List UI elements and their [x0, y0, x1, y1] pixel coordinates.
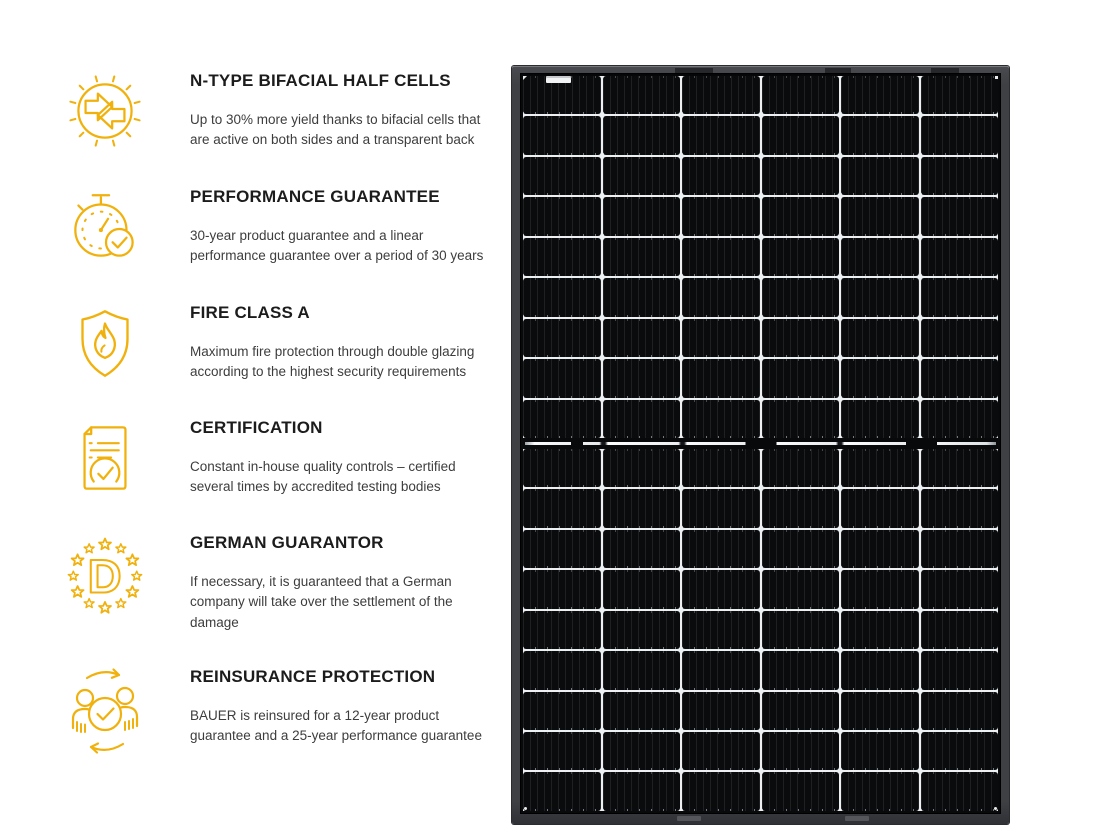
panel-half-cell — [841, 449, 919, 487]
panel-cell-row — [523, 732, 998, 770]
panel-half-cell — [682, 772, 760, 810]
panel-half-cell — [921, 400, 999, 438]
panel-half-cell — [762, 116, 840, 154]
panel-half-cell — [921, 319, 999, 357]
panel-half-cell — [603, 449, 681, 487]
panel-half-cell — [682, 449, 760, 487]
panel-half-cell — [921, 238, 999, 276]
feature-german-guarantor — [40, 532, 512, 634]
panel-cell-row — [523, 489, 998, 527]
panel-half-cell — [841, 400, 919, 438]
panel-half-cell — [921, 489, 999, 527]
panel-half-cell — [682, 197, 760, 235]
panel-cell-row — [523, 76, 998, 114]
panel-half-cell — [603, 76, 681, 114]
panel-half-cell — [841, 611, 919, 649]
panel-half-cell — [603, 651, 681, 689]
panel-half-cell — [603, 116, 681, 154]
panel-half-cell — [841, 116, 919, 154]
panel-half-cell — [682, 400, 760, 438]
panel-half-cell — [921, 157, 999, 195]
panel-half-cell — [523, 772, 601, 810]
panel-half-cell — [682, 76, 760, 114]
panel-cells — [523, 76, 998, 811]
panel-half-cell — [603, 530, 681, 568]
panel-half-cell — [682, 238, 760, 276]
panel-half-cell — [762, 278, 840, 316]
panel-half-cell — [921, 449, 999, 487]
panel-cell-row — [523, 611, 998, 649]
people-check-cycle-icon — [60, 662, 150, 758]
feature-title: GERMAN GUARANTOR — [190, 533, 384, 552]
panel-half-cell — [921, 651, 999, 689]
panel-cell-row — [523, 197, 998, 235]
feature-description: 30-year product guarantee and a linear performance guarantee over a period of 30 years — [190, 227, 484, 264]
panel-cell-row — [523, 772, 998, 810]
panel-half-cell — [523, 651, 601, 689]
panel-half-cell — [603, 489, 681, 527]
german-d-stars-icon — [60, 528, 150, 624]
panel-half-cell — [523, 319, 601, 357]
panel-half-cell — [523, 732, 601, 770]
panel-half-cell — [523, 157, 601, 195]
panel-cell-row — [523, 116, 998, 154]
panel-half-cell — [762, 157, 840, 195]
panel-half-cell — [603, 400, 681, 438]
panel-half-cell — [762, 319, 840, 357]
panel-half-cell — [682, 530, 760, 568]
panel-half-cell — [682, 692, 760, 730]
panel-half-cell — [682, 570, 760, 608]
panel-half-cell — [762, 359, 840, 397]
panel-half-cell — [921, 692, 999, 730]
panel-half-cell — [921, 732, 999, 770]
panel-half-cell — [523, 359, 601, 397]
panel-half-cell — [762, 692, 840, 730]
certificate-document-icon — [60, 413, 150, 509]
feature-description: Constant in-house quality controls – certified several times by accredited testing bodies — [190, 458, 456, 495]
panel-half-cell — [523, 611, 601, 649]
feature-certification — [40, 417, 512, 498]
panel-half-cell — [921, 359, 999, 397]
panel-half-cell — [841, 76, 919, 114]
panel-half-cell — [523, 570, 601, 608]
panel-half-cell — [523, 278, 601, 316]
panel-half-cell — [921, 197, 999, 235]
panel-cell-row — [523, 238, 998, 276]
feature-title: FIRE CLASS A — [190, 303, 310, 322]
panel-half-cell — [682, 319, 760, 357]
panel-cell-row — [523, 449, 998, 487]
panel-half-cell — [682, 116, 760, 154]
feature-title: PERFORMANCE GUARANTEE — [190, 187, 440, 206]
feature-bifacial — [40, 70, 512, 151]
panel-cell-row — [523, 692, 998, 730]
panel-half-cell — [682, 489, 760, 527]
panel-half-cell — [841, 732, 919, 770]
panel-half-cell — [762, 197, 840, 235]
corner-mark — [995, 76, 998, 79]
panel-half-cell — [762, 400, 840, 438]
panel-half-cell — [921, 611, 999, 649]
panel-half-cell — [762, 449, 840, 487]
feature-description: Maximum fire protection through double glazing according to the highest security requirements — [190, 343, 475, 380]
feature-fire-class — [40, 302, 512, 383]
panel-cell-row — [523, 157, 998, 195]
panel-cell-row — [523, 319, 998, 357]
panel-half-cell — [762, 732, 840, 770]
panel-cell-row — [523, 651, 998, 689]
panel-cell-row — [523, 359, 998, 397]
panel-half-cell — [523, 238, 601, 276]
panel-half-cell — [921, 116, 999, 154]
panel-half-cell — [841, 489, 919, 527]
fire-shield-icon — [60, 298, 150, 394]
panel-half-cell — [921, 278, 999, 316]
panel-half-cell — [603, 692, 681, 730]
panel-cell-row — [523, 570, 998, 608]
panel-half-cell — [523, 400, 601, 438]
panel-half-cell — [921, 76, 999, 114]
panel-half-cell — [603, 197, 681, 235]
panel-half-cell — [523, 116, 601, 154]
panel-half-cell — [841, 772, 919, 810]
stopwatch-check-icon — [60, 182, 150, 278]
panel-half-cell — [603, 238, 681, 276]
panel-half-cell — [682, 359, 760, 397]
feature-description: BAUER is reinsured for a 12-year product guarantee and a 25-year performance guarantee — [190, 707, 482, 744]
panel-half-cell — [603, 772, 681, 810]
feature-title: REINSURANCE PROTECTION — [190, 667, 436, 686]
panel-half-cell — [762, 611, 840, 649]
panel-half-cell — [841, 157, 919, 195]
panel-half-cell — [682, 611, 760, 649]
bifacial-sun-arrows-icon — [60, 66, 150, 162]
panel-half-cell — [841, 359, 919, 397]
feature-description: Up to 30% more yield thanks to bifacial cells that are active on both sides and a transparent back — [190, 111, 481, 148]
panel-half-cell — [603, 319, 681, 357]
panel-cell-row — [523, 530, 998, 568]
panel-half-cell — [603, 157, 681, 195]
panel-half-cell — [762, 651, 840, 689]
panel-half-cell — [603, 732, 681, 770]
panel-glass — [520, 73, 1001, 814]
panel-half-cell — [762, 772, 840, 810]
feature-title: CERTIFICATION — [190, 418, 323, 437]
panel-half-cell — [682, 278, 760, 316]
panel-half-cell — [523, 530, 601, 568]
panel-half-cell — [762, 530, 840, 568]
guarantor-d-letter: D — [87, 549, 122, 603]
panel-half-cell — [523, 449, 601, 487]
panel-half-cell — [603, 359, 681, 397]
panel-half-cell — [841, 570, 919, 608]
panel-half-cell — [841, 238, 919, 276]
panel-half-cell — [841, 651, 919, 689]
panel-half-cell — [762, 238, 840, 276]
panel-center-ribbon — [523, 438, 998, 449]
feature-description: If necessary, it is guaranteed that a German company will take over the settlement of the damage — [190, 573, 453, 631]
panel-half-cell — [921, 772, 999, 810]
panel-half-cell — [682, 157, 760, 195]
panel-half-cell — [603, 278, 681, 316]
panel-half-cell — [603, 570, 681, 608]
serial-sticker — [546, 76, 571, 83]
panel-half-cell — [841, 278, 919, 316]
panel-half-cell — [762, 76, 840, 114]
feature-reinsurance — [40, 666, 512, 747]
panel-half-cell — [523, 692, 601, 730]
panel-half-cell — [523, 489, 601, 527]
panel-half-cell — [841, 319, 919, 357]
panel-half-cell — [841, 197, 919, 235]
panel-cell-row — [523, 278, 998, 316]
panel-cell-row — [523, 400, 998, 438]
feature-performance-guarantee — [40, 186, 512, 267]
panel-half-cell — [603, 611, 681, 649]
frame-clamp-mark — [845, 816, 869, 821]
solar-panel-image — [512, 66, 1009, 824]
feature-title: N-TYPE BIFACIAL HALF CELLS — [190, 71, 451, 90]
panel-half-cell — [523, 197, 601, 235]
panel-half-cell — [921, 570, 999, 608]
frame-clamp-mark — [677, 816, 701, 821]
panel-half-cell — [682, 651, 760, 689]
panel-half-cell — [841, 692, 919, 730]
corner-mark — [524, 807, 527, 810]
panel-half-cell — [841, 530, 919, 568]
panel-half-cell — [762, 570, 840, 608]
panel-half-cell — [921, 530, 999, 568]
panel-half-cell — [682, 732, 760, 770]
corner-mark — [994, 807, 997, 810]
panel-half-cell — [762, 489, 840, 527]
